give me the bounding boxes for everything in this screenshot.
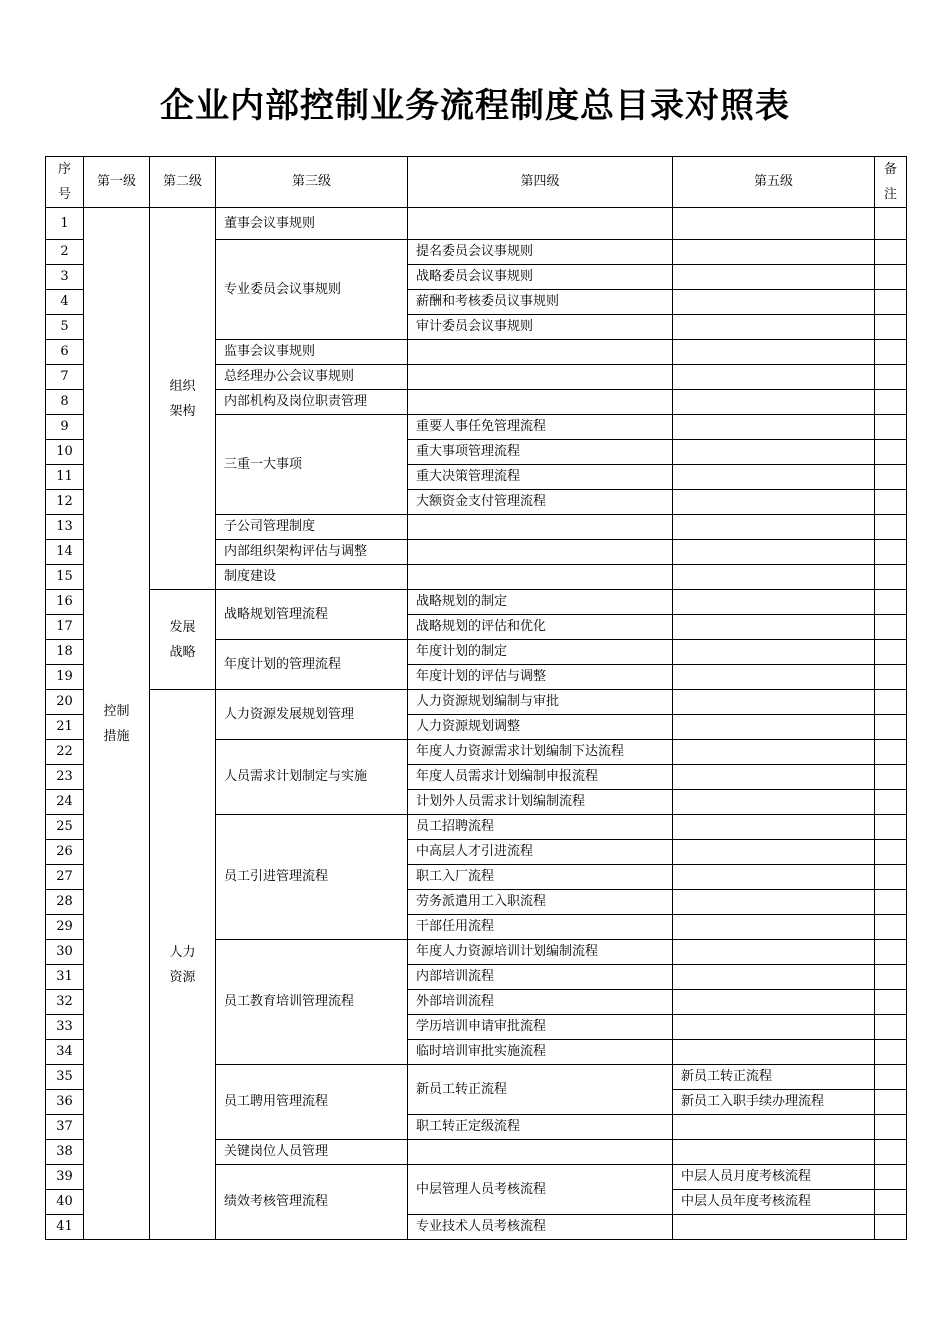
level5-cell bbox=[673, 715, 875, 740]
level4-cell bbox=[408, 340, 673, 365]
level5-cell bbox=[673, 515, 875, 540]
level5-cell bbox=[673, 690, 875, 715]
note-cell bbox=[875, 790, 907, 815]
level4-cell: 薪酬和考核委员议事规则 bbox=[408, 290, 673, 315]
level5-cell bbox=[673, 565, 875, 590]
row-number: 4 bbox=[46, 290, 84, 315]
level3-cell: 监事会议事规则 bbox=[216, 340, 408, 365]
note-cell bbox=[875, 915, 907, 940]
level5-cell: 中层人员年度考核流程 bbox=[673, 1190, 875, 1215]
row-number: 7 bbox=[46, 365, 84, 390]
level3-cell: 员工聘用管理流程 bbox=[216, 1065, 408, 1140]
level4-cell: 中层管理人员考核流程 bbox=[408, 1165, 673, 1215]
row-number: 15 bbox=[46, 565, 84, 590]
note-cell bbox=[875, 415, 907, 440]
level4-cell: 战略规划的制定 bbox=[408, 590, 673, 615]
note-cell bbox=[875, 1115, 907, 1140]
level5-cell bbox=[673, 440, 875, 465]
level3-cell: 总经理办公会议事规则 bbox=[216, 365, 408, 390]
level2-category-hr: 人力 资源 bbox=[150, 690, 216, 1240]
row-number: 31 bbox=[46, 965, 84, 990]
row-number: 1 bbox=[46, 208, 84, 240]
level4-cell: 专业技术人员考核流程 bbox=[408, 1215, 673, 1240]
row-number: 17 bbox=[46, 615, 84, 640]
row-number: 39 bbox=[46, 1165, 84, 1190]
level5-cell: 新员工入职手续办理流程 bbox=[673, 1090, 875, 1115]
header-level4: 第四级 bbox=[408, 157, 673, 208]
level3-cell: 专业委员会议事规则 bbox=[216, 240, 408, 340]
document-title: 企业内部控制业务流程制度总目录对照表 bbox=[160, 86, 790, 126]
header-level1: 第一级 bbox=[84, 157, 150, 208]
level3-cell: 三重一大事项 bbox=[216, 415, 408, 515]
row-number: 20 bbox=[46, 690, 84, 715]
level5-cell bbox=[673, 590, 875, 615]
level4-cell: 学历培训申请审批流程 bbox=[408, 1015, 673, 1040]
level3-cell: 人力资源发展规划管理 bbox=[216, 690, 408, 740]
level4-cell: 新员工转正流程 bbox=[408, 1065, 673, 1115]
level5-cell bbox=[673, 208, 875, 240]
level5-cell bbox=[673, 890, 875, 915]
level5-cell bbox=[673, 240, 875, 265]
row-number: 12 bbox=[46, 490, 84, 515]
header-note: 备 注 bbox=[875, 157, 907, 208]
level5-cell bbox=[673, 915, 875, 940]
level2-category-org: 组织 架构 bbox=[150, 208, 216, 590]
note-cell bbox=[875, 265, 907, 290]
row-number: 11 bbox=[46, 465, 84, 490]
note-cell bbox=[875, 740, 907, 765]
note-cell bbox=[875, 890, 907, 915]
row-number: 8 bbox=[46, 390, 84, 415]
level5-cell bbox=[673, 740, 875, 765]
note-cell bbox=[875, 1065, 907, 1090]
row-number: 30 bbox=[46, 940, 84, 965]
level4-cell: 战略委员会议事规则 bbox=[408, 265, 673, 290]
level5-cell bbox=[673, 540, 875, 565]
level4-cell: 重要人事任免管理流程 bbox=[408, 415, 673, 440]
level3-cell: 战略规划管理流程 bbox=[216, 590, 408, 640]
header-row bbox=[46, 157, 907, 208]
level3-cell: 内部组织架构评估与调整 bbox=[216, 540, 408, 565]
row-number: 37 bbox=[46, 1115, 84, 1140]
note-cell bbox=[875, 590, 907, 615]
level5-cell bbox=[673, 640, 875, 665]
level5-cell bbox=[673, 865, 875, 890]
row-number: 2 bbox=[46, 240, 84, 265]
note-cell bbox=[875, 665, 907, 690]
level4-cell bbox=[408, 390, 673, 415]
level4-cell: 劳务派遣用工入职流程 bbox=[408, 890, 673, 915]
note-cell bbox=[875, 1215, 907, 1240]
header-seq: 序 号 bbox=[46, 157, 84, 208]
level5-cell bbox=[673, 940, 875, 965]
level4-cell: 人力资源规划调整 bbox=[408, 715, 673, 740]
level4-cell: 计划外人员需求计划编制流程 bbox=[408, 790, 673, 815]
level5-cell bbox=[673, 965, 875, 990]
note-cell bbox=[875, 515, 907, 540]
level5-cell bbox=[673, 490, 875, 515]
level5-cell bbox=[673, 365, 875, 390]
row-number: 6 bbox=[46, 340, 84, 365]
row-number: 19 bbox=[46, 665, 84, 690]
level3-cell: 绩效考核管理流程 bbox=[216, 1165, 408, 1240]
level3-cell: 年度计划的管理流程 bbox=[216, 640, 408, 690]
note-cell bbox=[875, 1140, 907, 1165]
header-level5: 第五级 bbox=[673, 157, 875, 208]
level4-cell bbox=[408, 515, 673, 540]
row-number: 16 bbox=[46, 590, 84, 615]
level4-cell: 职工转正定级流程 bbox=[408, 1115, 673, 1140]
note-cell bbox=[875, 1190, 907, 1215]
note-cell bbox=[875, 765, 907, 790]
note-cell bbox=[875, 940, 907, 965]
level5-cell bbox=[673, 415, 875, 440]
level3-cell: 子公司管理制度 bbox=[216, 515, 408, 540]
note-cell bbox=[875, 965, 907, 990]
level4-cell: 重大事项管理流程 bbox=[408, 440, 673, 465]
table-row bbox=[46, 590, 907, 615]
level4-cell bbox=[408, 540, 673, 565]
directory-table bbox=[45, 156, 907, 1240]
level4-cell: 重大决策管理流程 bbox=[408, 465, 673, 490]
level4-cell bbox=[408, 565, 673, 590]
note-cell bbox=[875, 440, 907, 465]
row-number: 36 bbox=[46, 1090, 84, 1115]
row-number: 5 bbox=[46, 315, 84, 340]
level5-cell bbox=[673, 790, 875, 815]
note-cell bbox=[875, 990, 907, 1015]
row-number: 21 bbox=[46, 715, 84, 740]
row-number: 22 bbox=[46, 740, 84, 765]
level4-cell: 年度计划的制定 bbox=[408, 640, 673, 665]
row-number: 40 bbox=[46, 1190, 84, 1215]
row-number: 24 bbox=[46, 790, 84, 815]
row-number: 14 bbox=[46, 540, 84, 565]
note-cell bbox=[875, 715, 907, 740]
level5-cell bbox=[673, 765, 875, 790]
row-number: 13 bbox=[46, 515, 84, 540]
note-cell bbox=[875, 1040, 907, 1065]
note-cell bbox=[875, 465, 907, 490]
level4-cell: 中高层人才引进流程 bbox=[408, 840, 673, 865]
table-row bbox=[46, 690, 907, 715]
level5-cell bbox=[673, 1015, 875, 1040]
row-number: 25 bbox=[46, 815, 84, 840]
row-number: 10 bbox=[46, 440, 84, 465]
level5-cell bbox=[673, 615, 875, 640]
level2-category-strategy: 发展 战略 bbox=[150, 590, 216, 690]
note-cell bbox=[875, 315, 907, 340]
level5-cell bbox=[673, 340, 875, 365]
level3-cell: 人员需求计划制定与实施 bbox=[216, 740, 408, 815]
header-level3: 第三级 bbox=[216, 157, 408, 208]
note-cell bbox=[875, 208, 907, 240]
level5-cell bbox=[673, 465, 875, 490]
level4-cell: 提名委员会议事规则 bbox=[408, 240, 673, 265]
level4-cell: 年度人力资源培训计划编制流程 bbox=[408, 940, 673, 965]
row-number: 23 bbox=[46, 765, 84, 790]
level1-category: 控制 措施 bbox=[84, 208, 150, 1240]
level5-cell bbox=[673, 1140, 875, 1165]
level5-cell bbox=[673, 290, 875, 315]
row-number: 18 bbox=[46, 640, 84, 665]
level4-cell: 年度人力资源需求计划编制下达流程 bbox=[408, 740, 673, 765]
level3-cell: 董事会议事规则 bbox=[216, 208, 408, 240]
row-number: 29 bbox=[46, 915, 84, 940]
note-cell bbox=[875, 640, 907, 665]
level4-cell bbox=[408, 1140, 673, 1165]
level4-cell: 战略规划的评估和优化 bbox=[408, 615, 673, 640]
note-cell bbox=[875, 815, 907, 840]
row-number: 35 bbox=[46, 1065, 84, 1090]
level4-cell: 大额资金支付管理流程 bbox=[408, 490, 673, 515]
table-row bbox=[46, 208, 907, 240]
level5-cell bbox=[673, 315, 875, 340]
level4-cell bbox=[408, 365, 673, 390]
level5-cell: 新员工转正流程 bbox=[673, 1065, 875, 1090]
note-cell bbox=[875, 840, 907, 865]
level3-cell: 关键岗位人员管理 bbox=[216, 1140, 408, 1165]
level4-cell: 员工招聘流程 bbox=[408, 815, 673, 840]
level4-cell: 外部培训流程 bbox=[408, 990, 673, 1015]
header-level2: 第二级 bbox=[150, 157, 216, 208]
level4-cell: 年度计划的评估与调整 bbox=[408, 665, 673, 690]
level3-cell: 内部机构及岗位职责管理 bbox=[216, 390, 408, 415]
level4-cell: 人力资源规划编制与审批 bbox=[408, 690, 673, 715]
row-number: 26 bbox=[46, 840, 84, 865]
row-number: 38 bbox=[46, 1140, 84, 1165]
level4-cell bbox=[408, 208, 673, 240]
level5-cell bbox=[673, 1040, 875, 1065]
level4-cell: 年度人员需求计划编制申报流程 bbox=[408, 765, 673, 790]
level4-cell: 临时培训审批实施流程 bbox=[408, 1040, 673, 1065]
row-number: 9 bbox=[46, 415, 84, 440]
note-cell bbox=[875, 615, 907, 640]
note-cell bbox=[875, 540, 907, 565]
level5-cell bbox=[673, 990, 875, 1015]
level5-cell bbox=[673, 390, 875, 415]
level5-cell: 中层人员月度考核流程 bbox=[673, 1165, 875, 1190]
note-cell bbox=[875, 1090, 907, 1115]
row-number: 28 bbox=[46, 890, 84, 915]
note-cell bbox=[875, 565, 907, 590]
level5-cell bbox=[673, 265, 875, 290]
row-number: 3 bbox=[46, 265, 84, 290]
note-cell bbox=[875, 490, 907, 515]
level4-cell: 职工入厂流程 bbox=[408, 865, 673, 890]
level5-cell bbox=[673, 1215, 875, 1240]
note-cell bbox=[875, 340, 907, 365]
level3-cell: 员工教育培训管理流程 bbox=[216, 940, 408, 1065]
level3-cell: 制度建设 bbox=[216, 565, 408, 590]
note-cell bbox=[875, 865, 907, 890]
level5-cell bbox=[673, 840, 875, 865]
row-number: 33 bbox=[46, 1015, 84, 1040]
row-number: 41 bbox=[46, 1215, 84, 1240]
note-cell bbox=[875, 1015, 907, 1040]
level4-cell: 审计委员会议事规则 bbox=[408, 315, 673, 340]
note-cell bbox=[875, 365, 907, 390]
level4-cell: 干部任用流程 bbox=[408, 915, 673, 940]
note-cell bbox=[875, 290, 907, 315]
row-number: 34 bbox=[46, 1040, 84, 1065]
level5-cell bbox=[673, 1115, 875, 1140]
level5-cell bbox=[673, 815, 875, 840]
row-number: 27 bbox=[46, 865, 84, 890]
note-cell bbox=[875, 240, 907, 265]
level4-cell: 内部培训流程 bbox=[408, 965, 673, 990]
row-number: 32 bbox=[46, 990, 84, 1015]
level3-cell: 员工引进管理流程 bbox=[216, 815, 408, 940]
level5-cell bbox=[673, 665, 875, 690]
note-cell bbox=[875, 1165, 907, 1190]
note-cell bbox=[875, 390, 907, 415]
note-cell bbox=[875, 690, 907, 715]
